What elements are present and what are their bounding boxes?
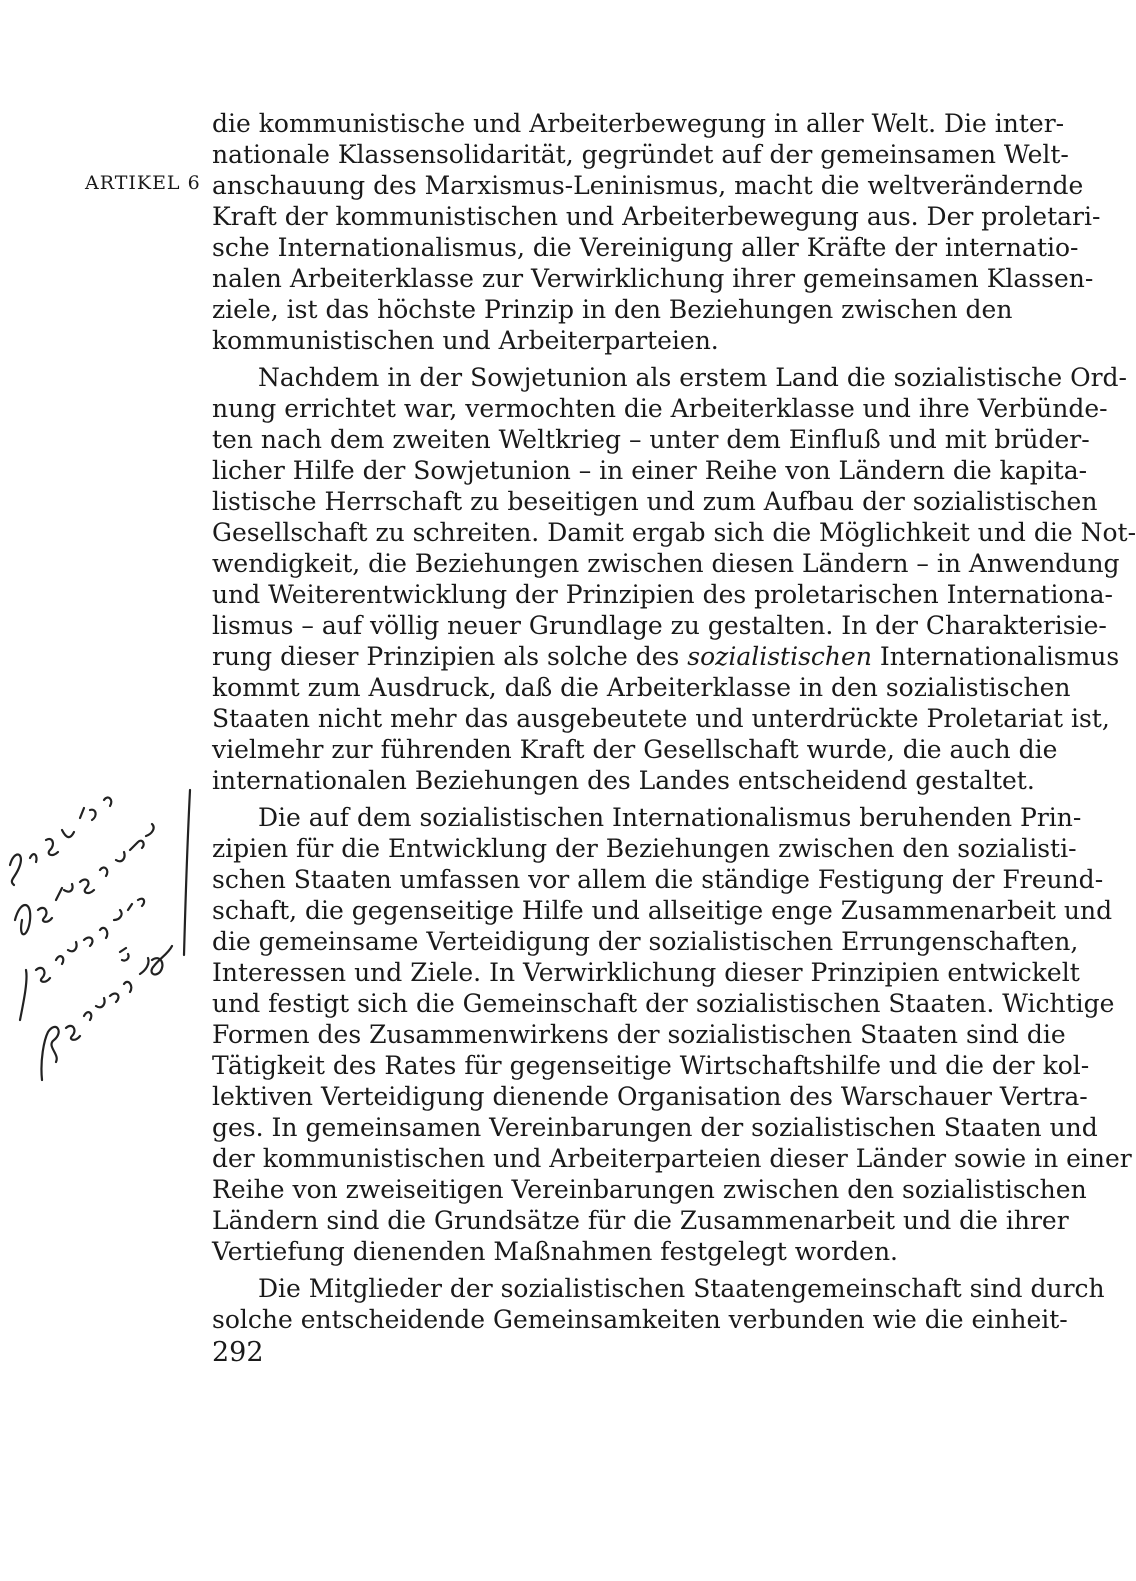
text-line: Kraft der kommunistischen und Arbeiterbewegung aus. Der proletari- — [212, 202, 1101, 231]
text-line: schaft, die gegenseitige Hilfe und allseitige enge Zusammenarbeit und — [212, 896, 1113, 925]
text-line: sche Internationalismus, die Vereinigung aller Kräfte der internatio- — [212, 233, 1079, 262]
text-line: Ländern sind die Grundsätze für die Zusammenarbeit und die ihrer — [212, 1206, 1069, 1235]
italic-word: sozialistischen — [687, 642, 872, 671]
text-line: Staaten nicht mehr das ausgebeutete und unterdrückte Proletariat ist, — [212, 704, 1110, 733]
text-line: ziele, ist das höchste Prinzip in den Beziehungen zwischen den — [212, 295, 1013, 324]
text-line: lismus – auf völlig neuer Grundlage zu gestalten. In der Charakterisie- — [212, 611, 1107, 640]
text-line-with-italic — [212, 641, 1120, 672]
text-line: und festigt sich die Gemeinschaft der sozialistischen Staaten. Wichtige — [212, 989, 1115, 1018]
text-line: die kommunistische und Arbeiterbewegung in aller Welt. Die inter- — [212, 109, 1065, 138]
text-span: Internationalismus — [871, 642, 1120, 671]
article-margin-label: ARTIKEL 6 — [85, 172, 201, 194]
text-line: schen Staaten umfassen vor allem die ständige Festigung der Freund- — [212, 865, 1104, 894]
text-line: kommunistischen und Arbeiterparteien. — [212, 326, 719, 355]
text-line: lektiven Verteidigung dienende Organisation des Warschauer Vertra- — [212, 1082, 1088, 1111]
text-line: internationalen Beziehungen des Landes entscheidend gestaltet. — [212, 766, 1035, 795]
paragraph-1 — [212, 108, 1101, 356]
text-line: licher Hilfe der Sowjetunion – in einer Reihe von Ländern die kapita- — [212, 456, 1088, 485]
text-line: ges. In gemeinsamen Vereinbarungen der sozialistischen Staaten und — [212, 1113, 1098, 1142]
text-line: Tätigkeit des Rates für gegenseitige Wirtschaftshilfe und die der kol- — [212, 1051, 1090, 1080]
body-text — [212, 108, 1136, 1335]
text-line: listische Herrschaft zu beseitigen und zum Aufbau der sozialistischen — [212, 487, 1098, 516]
text-line: Vertiefung dienenden Maßnahmen festgelegt worden. — [212, 1237, 898, 1266]
paragraph-2 — [212, 362, 1136, 796]
handwritten-margin-note — [0, 770, 210, 1070]
text-line: Formen des Zusammenwirkens der sozialistischen Staaten sind die — [212, 1020, 1066, 1049]
text-line: solche entscheidende Gemeinsamkeiten verbunden wie die einheit- — [212, 1305, 1068, 1334]
text-line: nung errichtet war, vermochten die Arbeiterklasse und ihre Verbünde- — [212, 394, 1108, 423]
text-line: nalen Arbeiterklasse zur Verwirklichung ihrer gemeinsamen Klassen- — [212, 264, 1094, 293]
text-line: Reihe von zweiseitigen Vereinbarungen zwischen den sozialistischen — [212, 1175, 1087, 1204]
text-line: anschauung des Marxismus-Leninismus, macht die weltverändernde — [212, 171, 1084, 200]
text-line: die gemeinsame Verteidigung der sozialistischen Errungenschaften, — [212, 927, 1079, 956]
text-line: und Weiterentwicklung der Prinzipien des proletarischen Internationa- — [212, 580, 1113, 609]
text-line: Die Mitglieder der sozialistischen Staatengemeinschaft sind durch — [258, 1274, 1105, 1303]
text-line: wendigkeit, die Beziehungen zwischen diesen Ländern – in Anwendung — [212, 549, 1120, 578]
paragraph-3 — [212, 802, 1132, 1267]
paragraph-4 — [212, 1273, 1105, 1335]
text-line: ten nach dem zweiten Weltkrieg – unter dem Einfluß und mit brüder- — [212, 425, 1090, 454]
text-line: Nachdem in der Sowjetunion als erstem Land die sozialistische Ord- — [258, 363, 1127, 392]
text-span: rung dieser Prinzipien als solche des — [212, 642, 688, 671]
text-line: Gesellschaft zu schreiten. Damit ergab sich die Möglichkeit und die Not- — [212, 518, 1136, 547]
text-line: kommt zum Ausdruck, daß die Arbeiterklasse in den sozialistischen — [212, 673, 1071, 702]
text-line: vielmehr zur führenden Kraft der Gesellschaft wurde, die auch die — [212, 735, 1058, 764]
text-line: nationale Klassensolidarität, gegründet auf der gemeinsamen Welt- — [212, 140, 1069, 169]
text-line: zipien für die Entwicklung der Beziehungen zwischen den sozialisti- — [212, 834, 1077, 863]
text-line: der kommunistischen und Arbeiterparteien dieser Länder sowie in einer — [212, 1144, 1132, 1173]
page-number: 292 — [212, 1337, 264, 1368]
text-line: Die auf dem sozialistischen Internationalismus beruhenden Prin- — [258, 803, 1082, 832]
text-line: Interessen und Ziele. In Verwirklichung dieser Prinzipien entwickelt — [212, 958, 1080, 987]
